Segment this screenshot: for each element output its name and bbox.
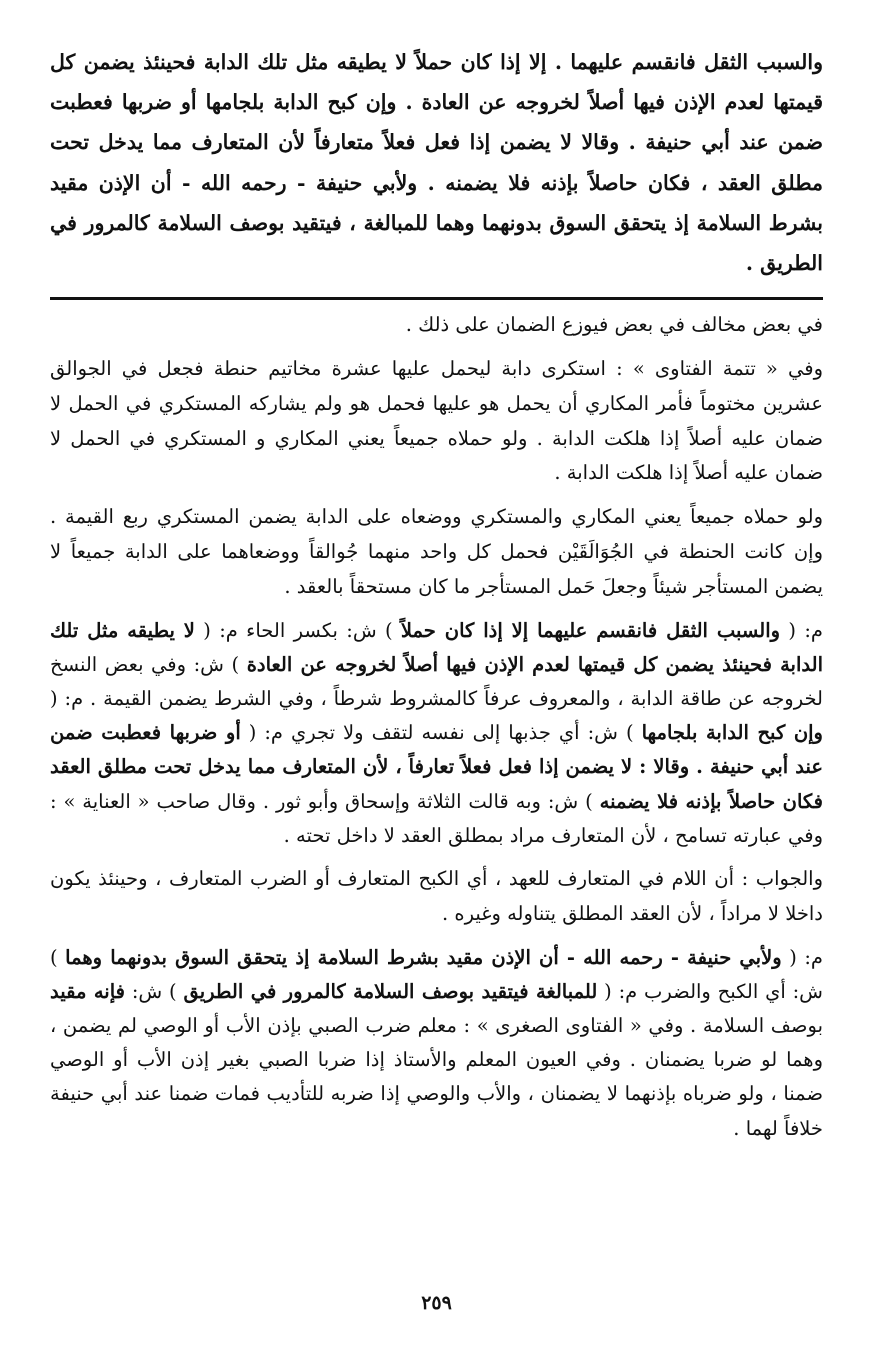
main-text-block	[50, 42, 823, 283]
commentary-paragraph-4	[50, 614, 823, 853]
quoted-matn: والسبب الثقل فانقسم عليهما إلا إذا كان حملاً	[400, 618, 781, 642]
commentary-block	[50, 308, 823, 1146]
separator-rule	[50, 297, 823, 300]
marker: م: (	[781, 945, 823, 969]
quoted-matn: فإنه مقيد	[50, 979, 125, 1003]
marker: ) ش: بكسر الحاء م: (	[194, 618, 401, 642]
book-page	[50, 42, 823, 1342]
quoted-matn: لا يطيقه مثل تلك الدابة فحينئذ يضمن كل قيمتها لعدم الإذن فيها أصلاً لخروجه عن العادة	[50, 618, 823, 676]
quoted-matn: للمبالغة فيتقيد بوصف السلامة كالمرور في الطريق	[183, 979, 598, 1003]
commentary-text: بوصف السلامة . وفي « الفتاوى الصغرى » : معلم ضرب الصبي بإذن الأب أو الوصي لم يضمن ، وهما لو ضربا يضمنان . وفي العيون المعلم والأستاذ إذا ضربا الصبي بغير إذن الأب أو الوصي ضمنا ، ولو ضرباه بإذنهما لا يضمنان ، والأب والوصي إذا ضربه للتأديب فمات ضمنا عند أبي حنيفة خلافاً لهما .	[50, 1014, 823, 1140]
commentary-paragraph-6	[50, 941, 823, 1146]
commentary-paragraph-2: وفي « تتمة الفتاوى » : استكرى دابة ليحمل عليها عشرة مخاتيم حنطة فجعل في الجوالق عشرين مختوماً فأمر المكاري أن يحمل هو عليها فحمل هو ولم يشاركه المستكري في الحمل لا ضمان عليه أصلاً إذا هلكت الدابة . ولو حملاه جميعاً يعني المكاري و المستكري في الحمل لا ضمان عليه أصلاً إذا هلكت الدابة .	[50, 357, 823, 485]
page-number: ٢٥٩	[421, 1292, 452, 1314]
marker: م: (	[780, 618, 824, 642]
commentary-text: ) ش: وفي بعض النسخ لخروجه عن طاقة الدابة ، والمعروف عرفاً كالمشروط شرطاً ، وفي الشرط يضمن القيمة . م: (	[50, 652, 823, 710]
quoted-matn: أو ضربها فعطبت ضمن عند أبي حنيفة . وقالا : لا يضمن إذا فعل فعلاً تعارفاً ، لأن المتعارف مما يدخل تحت مطلق العقد فكان حاصلاً بإذنه فلا يضمنه	[50, 721, 824, 813]
commentary-paragraph-5: والجواب : أن اللام في المتعارف للعهد ، أي الكبح المتعارف أو الضرب المتعارف ، وحينئذ يكون داخلا لا مراداً ، لأن العقد المطلق يتناوله وغيره .	[50, 867, 823, 925]
commentary-text: ) ش: وبه قالت الثلاثة وإسحاق وأبو ثور . وقال صاحب « العناية » : وفي عبارته تسامح ، لأن المتعارف مراد بمطلق العقد لا داخل تحته .	[50, 789, 823, 847]
commentary-paragraph-3: ولو حملاه جميعاً يعني المكاري والمستكري ووضعاه على الدابة يضمن المستكري ربع القيمة . وإن كانت الحنطة في الجُوَالَقَيْن فحمل كل واحد منهما جُوالقاً ووضعاهما على الدابة جميعاً لا يضمن المستأجر شيئاً وجعلَ حَمل المستأجر ما كان مستحقاً بالعقد .	[50, 505, 823, 598]
main-text-paragraph: والسبب الثقل فانقسم عليهما . إلا إذا كان حملاً لا يطيقه مثل تلك الدابة فحينئذ يضمن كل قيمتها لعدم الإذن فيها أصلاً لخروجه عن العادة . وإن كبح الدابة بلجامها أو ضربها فعطبت ضمن عند أبي حنيفة . وقالا لا يضمن إذا فعل فعلاً متعارفاً لأن المتعارف مما يدخل تحت مطلق العقد ، فكان حاصلاً بإذنه فلا يضمنه . ولأبي حنيفة - رحمه الله - أن الإذن مقيد بشرط السلامة إذ يتحقق السوق بدونهما وهما للمبالغة ، فيتقيد بوصف السلامة كالمرور في الطريق .	[50, 50, 823, 276]
marker: ) ش:	[125, 979, 184, 1003]
commentary-paragraph-1: في بعض مخالف في بعض فيوزع الضمان على ذلك .	[405, 313, 823, 337]
quoted-matn: وإن كبح الدابة بلجامها	[641, 721, 823, 745]
commentary-text: ) ش: أي جذبها إلى نفسه لتقف ولا تجري م: (	[240, 721, 642, 745]
commentary-text: ) ش: أي الكبح والضرب م: (	[50, 945, 823, 1003]
quoted-matn: ولأبي حنيفة - رحمه الله - أن الإذن مقيد بشرط السلامة إذ يتحقق السوق بدونهما وهما	[65, 945, 782, 969]
